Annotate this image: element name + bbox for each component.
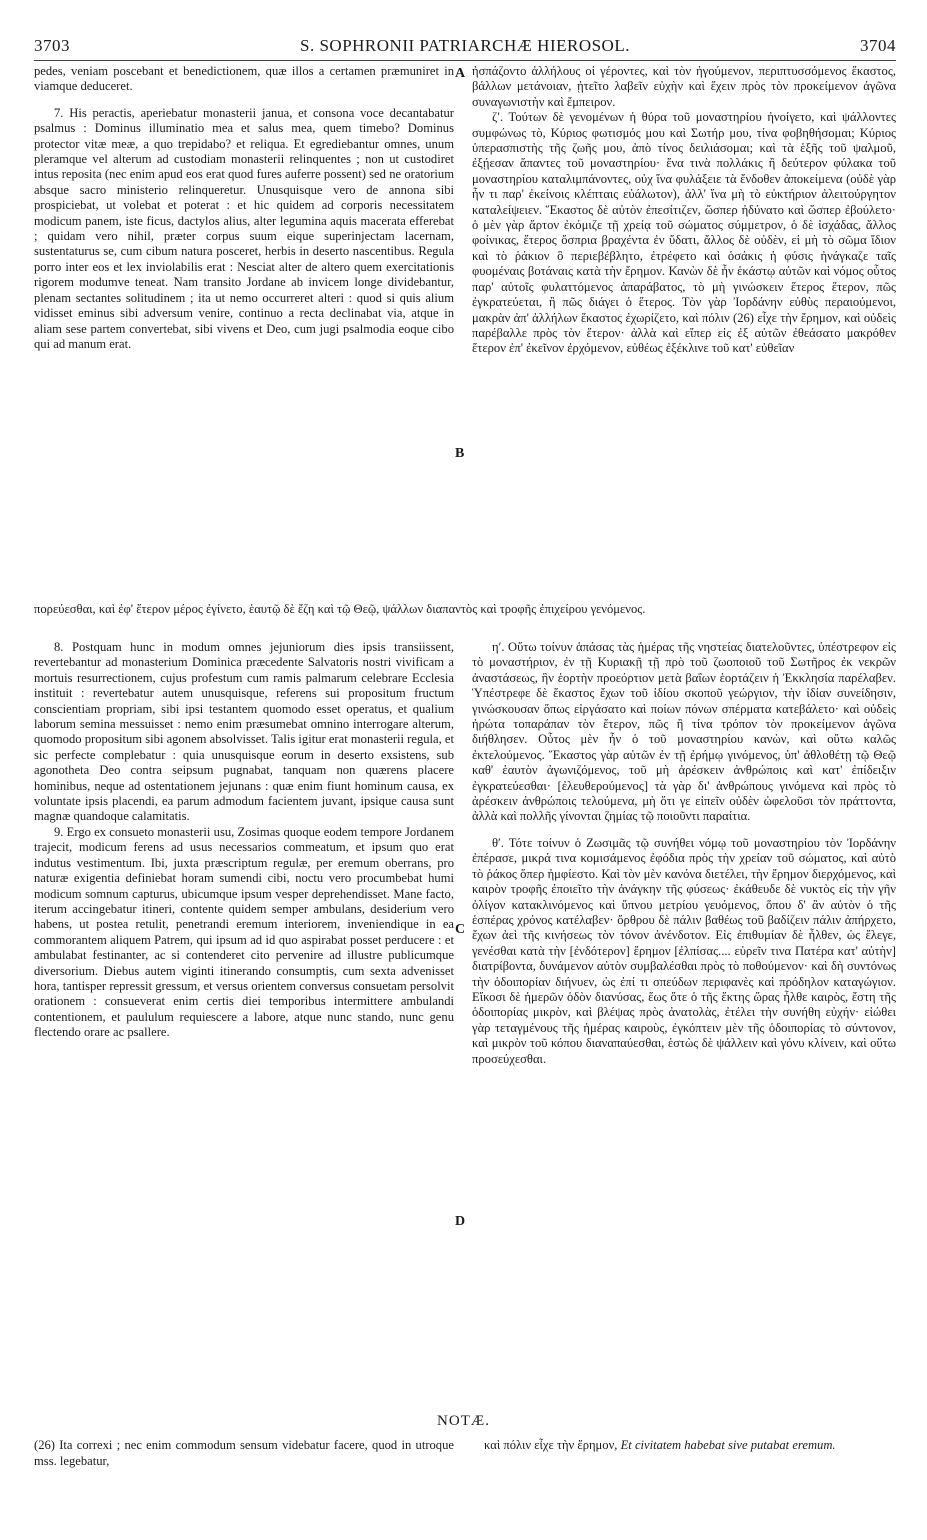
section-marker: C: [455, 922, 466, 937]
section-marker: A: [455, 66, 466, 81]
greek-paragraph: ἠσπάζοντο ἀλλήλους οἱ γέροντες, καὶ τὸν ἡγούμενον, περιπτυσσόμενος ἕκαστος, βάλλων μετάνοιαν, ᾐτεῖτο λαβεῖν εὐχὴν καὶ ἔχειν πρὸς τὸν προκείμενον ἀγῶνα συναγωνιστὴν καὶ ἔμπειρον.: [472, 64, 896, 109]
latin-paragraph: 8. Postquam hunc in modum omnes jejuniorum dies ipsis transiissent, revertebantur ad monasterium Dominica præcedente Salvatoris nostri vivificam a mortuis resurrectionem, cujus profestum cum ramis palmarum celebrare Ecclesia instituit : revertebatur autem unusquisque, referens sui propositum fructum conscientiam propriam, sibi ipsi testantem quomodo esset operatus, et qualium laborum semina messuisset : nemo enim præsumebat omnino interrogare alterum, quomodo propositum sibi agonem absolvisset. Talis igitur erat monasterii regula, et sic perfecte complebatur : quia unusquisque eorum in deserto exsistens, sub agonotheta Deo contra seipsum pugnabat, tanquam non quærens placere hominibus, neque ad ostentationem jejunans : quæ enim fiunt hominum causa, ex voluntate ipsis placendi, ea parum admodum facientem juvant, ipsique causa sunt magnæ quandoque calamitatis.: [34, 640, 455, 824]
greek-paragraph: θʹ. Τότε τοίνυν ὁ Ζωσιμᾶς τῷ συνήθει νόμῳ τοῦ μοναστηρίου τὸν Ἰορδάνην ἐπέρασε, μικρά τινα κομισάμενος ἐφόδια πρὸς τὴν χρείαν τοῦ σώματος, καὶ αὐτὸ τὸ ῥάκος ὅπερ ἠμφίεστο. Καὶ τὸν μὲν κανόνα διετέλει, τὴν ἔρημον διερχόμενος, καὶ καιρὸν τροφῆς ἐποιεῖτο τὴν ἀνάγκην τῆς φύσεως· ἐκάθευδε δὲ νυκτὸς εἰς τὴν γῆν ὀλίγον κατακλινόμενος καὶ ὕπνου μετρίου γευόμενος, ὅπου δ' ἂν αὐτὸν ὁ τῆς ἑσπέρας χρόνος κατέλαβεν· ὄρθρου δὲ πάλιν βαθέως τοῦ βαδίζειν πάλιν ἀπήρχετο, ἔχων ἀεὶ τῆς κινήσεως τὸν τόνον ἀνένδοτον. Εἰς ἐπιθυμίαν δὲ ἦλθεν, ὡς ἔλεγε, γενέσθαι κατὰ τὴν [ἐνδότερον] ἔρημον [ἐλπίσας.... εὑρεῖν τινα Πατέρα κατ' αὐτὴν] διατρίβοντα, δυνάμενον αὐτὸν συμβαλέσθαι πρὸς τὸ ποθούμενον· καὶ δὴ συντόνως τὴν ὁδοιπορίαν διήνυεν, ὡς ἐπί τι σπεύδων περιφανὲς καὶ πρόδηλον καταγώγιον. Εἴκοσι δὲ ἡμερῶν ὁδὸν διανύσας, ἕως ὅτε ὁ τῆς ἕκτης ὥρας ἦλθε καιρὸς, ἔστη τῆς ὁδοιπορίας μικρὸν, καὶ βλέψας πρὸς ἀνατολὰς, ἐτέλει τὴν συνήθη εὐχήν· εἰώθει γὰρ τεταγμένους τῆς ἡμέρας καιροὺς, ἐγκόπτειν μὲν τῆς ὁδοιπορίας τὸ σύντονον, καὶ μικρὸν τοῦ κόπου διαναπαύεσθαι, ἑστὼς δὲ ψάλλειν καὶ γόνυ κλίνειν, καὶ οὕτω προσεύχεσθαι.: [472, 835, 896, 1066]
page-number-right: 3704: [860, 36, 896, 55]
section-marker: D: [455, 1214, 466, 1229]
greek-column-lower: [472, 640, 896, 1067]
note-latin: Et civitatem habebat sive putabat eremum.: [620, 1438, 836, 1452]
latin-column: [34, 64, 454, 352]
latin-paragraph: pedes, veniam poscebant et benedictionem, quæ illos a certamen præmuniret in viamque deduceret.: [34, 64, 454, 94]
greek-column: [472, 64, 896, 357]
note-left: (26) Ita correxi ; nec enim commodum sensum videbatur facere, quod in utroque mss. legebatur,: [34, 1438, 454, 1468]
latin-paragraph: 7. His peractis, aperiebatur monasterii janua, et consona voce decantabatur psalmus : Dominus illuminatio mea et salus mea, quem timebo? Dominus protector vitæ meæ, a quo trepidabo? et reliqua. Et egrediebantur omnes, unum pleramque vel alterum ad custodiam monasterii relinquentes ; non ut custodiret intus reposita (nec enim apud eos erat quod fures auferre possent) sed ne oratorium absque sacro ministerio relinqueretur. Unusquisque vero de annona sibi prospiciebat, ut volebat et poterat : et hic quidem ad corporis necessitatem modicum panem, iste ficus, dactylos alius, alter legumina aquis macerata efferebat ; quidam vero nihil, præter corpus suum eique superinjectam lacernam, sustentaturus se, cum cibum natura posceret, herbis in deserto nascentibus. Regula porro inter eos et lex inviolabilis erat : Nesciat alter de altero quem exercitationis rigorem modumve teneat. Nam transito Jordane ab invicem longe dividebantur, plenam sectantes solitudinem ; ita ut nemo occurreret alteri : quod si quis alium vidisset eminus sibi adversum venire, continuo a recta declinabat via, atque in aliam sese partem convertebat, sibi vivens et Deo, cum jugi psalmodia eoque cibo qui ad manum erat.: [34, 105, 454, 351]
section-markers: [455, 0, 469, 1540]
greek-paragraph: ζʹ. Τούτων δὲ γενομένων ἡ θύρα τοῦ μοναστηρίου ἠνοίγετο, καὶ ψάλλοντες συμφώνως τὸ, Κύριος φωτισμός μου καὶ Σωτήρ μου, τίνα φοβηθήσομαι; Κύριος ὑπερασπιστὴς τῆς ζωῆς μου, ἀπὸ τίνος δειλιάσομαι; καὶ τὰ ἑξῆς τοῦ ψαλμοῦ, ἐξῄεσαν ἅπαντες τοῦ μοναστηρίου· ἕνα τινὰ πολλάκις ἢ δεύτερον φύλακα τοῦ μοναστηρίου καταλιμπάνοντες, οὐχ ἵνα φυλάξειε τὰ ἔνδοθεν ἀποκείμενα (οὐδὲ γὰρ ἦν τι παρ' ἐκείνοις κλέπταις εὐάλωτον), ἀλλ' ἵνα μὴ τὸ εὐκτήριον ἀλειτούργητον καταλείψειεν. Ἕκαστος δὲ αὐτὸν ἐπεσίτιζεν, ὥσπερ ἠδύνατο καὶ ὥσπερ ἐβούλετο· ὁ μὲν γὰρ ἄρτον ἐκόμιζε τῇ χρείᾳ τοῦ σώματος σύμμετρον, ὁ δὲ ἰσχάδας, ἄλλος φοίνικας, ἕτερος ὄσπρια βραχέντα ἐν ὕδατι, ἄλλος δὲ οὐδὲν, εἰ μὴ τὸ σῶμα ἴδιον καὶ τὸ ῥάκιον ὃ περιεβέβλητο, ἐτρέφετο καὶ ὁσάκις ἡ φύσις ἠνάγκαζε ταῖς φυομέναις βοτάναις κατὰ τὴν ἔρημον. Κανὼν δὲ ἦν ἑκάστῳ αὐτῶν καὶ νόμος οὗτος παρ' αὐτοῖς φυλαττόμενος ἀπαράβατος, τὸ μὴ γινώσκειν ἕτερος ἕτερον, πῶς ἐγκρατεύεται, ἢ πῶς διάγει ὁ ἕτερος. Τὸν γὰρ Ἰορδάνην εὐθὺς περαιούμενοι, μακρὰν ἀπ' ἀλλήλων ἕκαστος ἐχωρίζετο, καὶ πόλιν (26) εἶχε τὴν ἔρημον, καὶ οὐδεὶς παρέβαλλε πρὸς τὸν ἕτερον· ἀλλὰ καὶ εἴπερ εἰς ἐξ αὐτῶν ἐθεάσατο μακρόθεν ἕτερον ἐπ' ἐκεῖνον ἐρχόμενον, εὐθέως ἐξέκλινε τοῦ κατ' εὐθεῖαν: [472, 110, 896, 356]
note-greek: καὶ πόλιν εἶχε τὴν ἔρημον,: [484, 1438, 618, 1452]
greek-paragraph: ηʹ. Οὕτω τοίνυν ἁπάσας τὰς ἡμέρας τῆς νηστείας διατελοῦντες, ὑπέστρεφον εἰς τὸ μοναστήριον, ἐν τῇ Κυριακῇ τῇ πρὸ τοῦ ζωοποιοῦ τοῦ Σωτῆρος ἐκ νεκρῶν ἀναστάσεως, ἣν ἑορτὴν προεόρτιον μετὰ βαΐων ἑορτάζειν ἡ Ἐκκλησία παρέλαβεν. Ὑπέστρεφε δὲ ἕκαστος ἔχων τοῦ ἰδίου σκοποῦ γεώργιον, τὴν ἰδίαν συνείδησιν, γινώσκουσαν ὅπως εἰργάσατο καὶ ποίων πόνων σπέρματα κατεβάλετο· καὶ οὐδεὶς ἠρώτα τοπαράπαν τὸν ἕτερον, πῶς ἢ τίνα τρόπον τὸν προκείμενον ἀγῶνα διήθλησεν. Οὗτος μὲν ἦν ὁ τοῦ μοναστηρίου κανὼν, καὶ οὕτω καλῶς ἐκτελούμενος. Ἕκαστος γὰρ αὐτῶν ἐν τῇ ἐρήμῳ γινόμενος, ὑπ' ἀθλοθέτῃ τῷ Θεῷ καθ' ἑαυτὸν ἀγωνιζόμενος, τοῦ μὴ ἀρέσκειν ἀνθρώποις καὶ κατ' ἐπίδειξιν ἐγκρατεύεσθαι· [ἐλευθερούμενος] τὰ γὰρ δι' ἀνθρώπους γινόμενα καὶ πρὸς τὸ ἀρέσκειν ἀνθρώποις τελούμενα, μὴ ὅτι γε εἰπεῖν οὐδὲν ὠφελοῦσι τὸν πράττοντα, ἀλλὰ καὶ πολλῆς γίνονται ζημίας τῷ ποιοῦντι παραίτια.: [472, 640, 896, 824]
latin-column-lower: [34, 640, 454, 1041]
latin-paragraph: 9. Ergo ex consueto monasterii usu, Zosimas quoque eodem tempore Jordanem trajecit, modicum ferens ad usus necessarios commeatum, et ipsum quo erat indutus vestimentum. Ibi, juxta præscriptum regulæ, per eremum oberrans, pro naturæ exigentia definiebat horam sumendi cibi, noctu vero procumbebat humi modicum somnum capturus, ubicumque ipsum vesper deprehendisset. Mane facto, iterum accingebatur itineri, contente quidem semper ambulans, desiderium vero habens, ut postea retulit, penetrandi eremum interiorem, inveniendique in ea commorantem aliquem Patrem, qui ipsum ad id quo aspirabat posset perducere : et ambulabat festinanter, ac si contenderet cito pervenire ad illustre publicumque diversorium. Diebus autem viginti itinerando consumptis, cum sexta advenisset hora, tantisper repressit gressum, et versus orientem conversus consuetam persolvit orationem : consueverat enim certis diei temporibus intermittere ambulandi contentionem, et paululum requiescere a labore, atque nunc stando, nunc genu flectendo orare ac psallere.: [34, 824, 454, 1040]
notes-heading: NOTÆ.: [437, 1413, 490, 1429]
running-title: S. SOPHRONII PATRIARCHÆ HIEROSOL.: [300, 36, 630, 55]
note-right: [484, 1437, 896, 1453]
spanning-greek-line: πορεύεσθαι, καὶ ἐφ' ἕτερον μέρος ἐγίνετο, ἑαυτῷ δὲ ἔζη καὶ τῷ Θεῷ, ψάλλων διαπαντὸς καὶ τροφῆς ἐπιχείρου γενόμενος.: [34, 602, 646, 616]
page-number-left: 3703: [34, 36, 70, 55]
section-marker: B: [455, 446, 465, 461]
